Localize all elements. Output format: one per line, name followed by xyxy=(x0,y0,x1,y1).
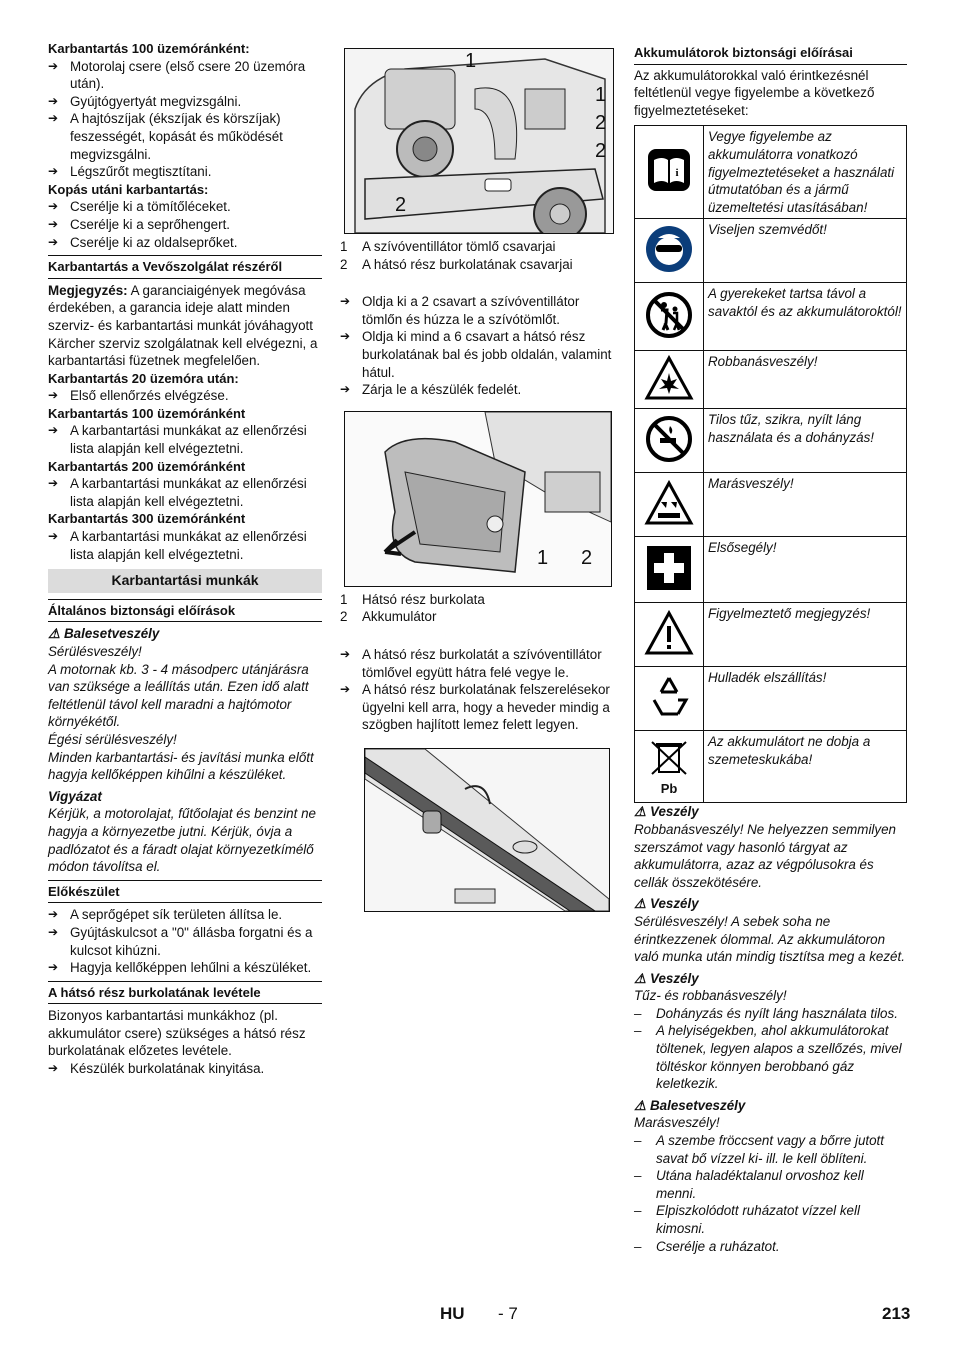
warning-icon: ⚠ xyxy=(634,804,647,820)
dash-item: – Elpiszkolódott ruházatot vízzel kell kimosni. xyxy=(634,1203,860,1236)
no-trash-bin-icon xyxy=(635,731,704,803)
arrow-icon: ➔ xyxy=(48,93,59,108)
symbol-text: Elsősegély! xyxy=(704,537,907,603)
list-item: ➔ Első ellenőrzés elvégzése. xyxy=(48,388,229,404)
safety-symbol-table xyxy=(634,125,907,803)
strap-illustration xyxy=(365,749,609,911)
table-row xyxy=(635,731,907,803)
table-row xyxy=(635,409,907,473)
rear-cover-illustration xyxy=(345,412,611,586)
recycling-icon xyxy=(635,667,704,731)
symbol-text: Tilos tűz, szikra, nyílt láng használata és a dohányzás! xyxy=(704,409,907,473)
table-row xyxy=(635,667,907,731)
list-item: ➔ A hajtószíjak (ékszíjak és körszíjak) feszességét, kopását és működését megvizsgálni. xyxy=(48,111,283,162)
list-item: ➔ Zárja le a készülék fedelét. xyxy=(340,382,522,398)
table-row xyxy=(635,351,907,409)
arrow-icon: ➔ xyxy=(48,476,59,491)
list-item: ➔ Cserélje ki a seprőhengert. xyxy=(48,216,231,232)
heading: Karbantartás 200 üzemóránként xyxy=(48,458,246,474)
danger-text: Sérülésveszély! A sebek soha ne érintkezzenek ólommal. Az akkumulátoron való munka után mindig tisztítsa meg a kezét. xyxy=(634,913,905,965)
arrow-icon: ➔ xyxy=(48,1061,59,1076)
symbol-text: A gyerekeket tartsa távol a savaktól és az akkumulátoroktól! xyxy=(704,283,907,351)
list-item: ➔ Gyújtógyertyát megvizsgálni. xyxy=(48,93,242,109)
list-item: ➔ A hátsó rész burkolatának felszerelésekor ügyelni kell arra, hogy a heveder mindig a szögben hajlított lemez felett legyen. xyxy=(340,682,610,733)
caption-line: 2 A hátsó rész burkolatának csavarjai xyxy=(340,256,573,272)
symbol-text: Marásveszély! xyxy=(704,473,907,537)
dash-item: – Cserélje a ruházatot. xyxy=(634,1238,780,1254)
table-row xyxy=(635,603,907,667)
list-item: ➔ Légszűrőt megtisztítani. xyxy=(48,164,212,180)
warning-icon: ⚠ xyxy=(48,626,61,642)
arrow-icon: ➔ xyxy=(48,111,59,126)
svg-text:i: i xyxy=(675,167,679,180)
table-row xyxy=(635,126,907,219)
list-item: ➔ Motorolaj csere (első csere 20 üzemóra után). xyxy=(48,58,306,92)
callout-label: 1 xyxy=(537,546,549,569)
warning-icon: ⚠ xyxy=(634,896,647,912)
heading: Karbantartás 300 üzemóránként xyxy=(48,511,246,527)
warning-text: Minden karbantartási- és javítási munka előtt hagyja kellőképpen kihűlni a készüléket. xyxy=(48,749,314,783)
callout-label: 2 xyxy=(595,140,607,162)
section-heading: Előkészület xyxy=(48,880,322,904)
arrow-list xyxy=(340,646,614,734)
dash-item: – Dohányzás és nyílt láng használata tilos. xyxy=(634,1005,898,1021)
eye-protection-icon xyxy=(635,219,704,283)
keep-children-away-icon xyxy=(635,283,704,351)
warning-icon: ⚠ xyxy=(634,970,647,986)
warning-icon xyxy=(635,603,704,667)
column-3 xyxy=(634,40,907,1255)
first-aid-icon xyxy=(635,537,704,603)
caption-line: 2 Akkumulátor xyxy=(340,609,437,625)
danger-heading: ⚠ Veszély xyxy=(634,896,699,912)
list-item: ➔ Cserélje ki a tömítőléceket. xyxy=(48,199,231,215)
arrow-list xyxy=(340,293,614,399)
list-item: ➔ Készülék burkolatának kinyitása. xyxy=(48,1061,265,1077)
list-item: ➔ Hagyja kellőképpen lehűlni a készüléket. xyxy=(48,960,312,976)
caution-text: Kérjük, a motorolajat, fűtőolajat és benzint ne hagyja a környezetbe jutni. Kérjük, óvja a padlózatot és a fáradt olajat környezetkímélő módon távolítsa el. xyxy=(48,806,316,875)
note: Megjegyzés: A garanciaigények megóvása érdekében, a garancia ideje alatt minden szerviz- és karbantartási munkát jóváhagyott Kärcher szerviz szolgálatnak kell elvégezni, a karbantartási füzetnek megfelelően. xyxy=(48,282,318,369)
arrow-icon: ➔ xyxy=(340,646,351,661)
danger-text: Tűz- és robbanásveszély! xyxy=(634,988,787,1004)
language-code: HU xyxy=(440,1304,465,1323)
warning-icon: ⚠ xyxy=(634,1097,647,1113)
danger-heading: ⚠ Veszély xyxy=(634,970,699,986)
arrow-icon: ➔ xyxy=(340,382,351,397)
intro-paragraph: Az akkumulátorokkal való érintkezésnél feltétlenül vegye figyelembe a következő figyelmeztetéseket: xyxy=(634,67,875,118)
list-item: ➔ Oldja ki a 2 csavart a szívóventillátor tömlőn és húzza le a szívótömlőt. xyxy=(340,294,580,327)
arrow-icon: ➔ xyxy=(48,199,59,214)
arrow-icon: ➔ xyxy=(340,329,351,344)
table-row xyxy=(635,537,907,603)
warning-heading: ⚠ Balesetveszély xyxy=(48,626,160,642)
caution-heading: Vigyázat xyxy=(48,788,102,804)
arrow-icon: ➔ xyxy=(48,216,59,231)
dash-item: – A szembe fröccsent vagy a bőrre jutott savat bő vízzel ki- ill. le kell öblíteni. xyxy=(634,1133,884,1166)
list-item: ➔ Oldja ki mind a 6 csavart a hátsó rész burkolatának bal és jobb oldalán, valamint hátul. xyxy=(340,329,612,380)
no-fire-icon xyxy=(635,409,704,473)
callout-label: 1 xyxy=(465,50,477,72)
arrow-icon: ➔ xyxy=(340,294,351,309)
warning-text: A motornak kb. 3 - 4 másodperc utánjárásra van szüksége a leállítás után. Ezen idő alatt feltétlenül távol kell maradni a hajtómotor környékétől. xyxy=(48,661,309,730)
heading: Karbantartás 20 üzemóra után: xyxy=(48,370,239,386)
section-heading: A hátsó rész burkolatának levétele xyxy=(48,981,322,1005)
callout-label: 2 xyxy=(581,546,593,569)
paragraph: Bizonyos karbantartási munkákhoz (pl. akkumulátor csere) szükséges a hátsó rész burkolatának előzetes levétele. xyxy=(48,1008,306,1059)
figure-rear-cover xyxy=(344,411,612,587)
arrow-icon: ➔ xyxy=(48,960,59,975)
pb-label: Pb xyxy=(660,781,678,797)
arrow-icon: ➔ xyxy=(48,924,59,939)
table-row xyxy=(635,283,907,351)
symbol-text: Vegye figyelembe az akkumulátorra vonatkozó figyelmeztetéseket a használati útmutatóban és a jármű üzemeltetési utasításában! xyxy=(704,126,907,219)
arrow-icon: ➔ xyxy=(48,529,59,544)
symbol-text: Viseljen szemvédőt! xyxy=(704,219,907,283)
table-row xyxy=(635,219,907,283)
section-heading: Karbantartás a Vevőszolgálat részéről xyxy=(48,255,322,279)
list-item: ➔ A karbantartási munkákat az ellenőrzési lista alapján kell elvégeztetni. xyxy=(48,423,307,457)
figure-rear-engine xyxy=(344,48,614,234)
table-row xyxy=(635,473,907,537)
symbol-text: Robbanásveszély! xyxy=(704,351,907,409)
caption-line: 1 A szívóventillátor tömlő csavarjai xyxy=(340,239,556,254)
figure-caption xyxy=(340,238,614,273)
list-item: ➔ Cserélje ki az oldalseprőket. xyxy=(48,234,238,250)
symbol-text: Figyelmeztető megjegyzés! xyxy=(704,603,907,667)
dash-item: – Utána haladéktalanul orvoshoz kell menni. xyxy=(634,1168,864,1201)
list-item: ➔ A karbantartási munkákat az ellenőrzési lista alapján kell elvégeztetni. xyxy=(48,476,307,509)
page-number: 213 xyxy=(882,1304,911,1323)
local-page-number: - 7 xyxy=(498,1304,518,1323)
explosion-icon xyxy=(635,351,704,409)
heading: Karbantartás 100 üzemóránként xyxy=(48,405,246,421)
arrow-icon: ➔ xyxy=(48,58,59,73)
figure-caption xyxy=(340,591,614,626)
list-item: ➔ A karbantartási munkákat az ellenőrzési lista alapján kell elvégeztetni. xyxy=(48,529,307,562)
warning-text: Sérülésveszély! xyxy=(48,644,142,659)
chapter-band: Karbantartási munkák xyxy=(48,569,322,593)
heading: Kopás utáni karbantartás: xyxy=(48,181,209,197)
callout-label: 1 xyxy=(595,84,607,106)
warning-text: Égési sérülésveszély! xyxy=(48,731,177,747)
rear-engine-illustration xyxy=(345,49,613,233)
arrow-icon: ➔ xyxy=(48,907,59,922)
arrow-icon: ➔ xyxy=(48,423,59,438)
accident-heading: ⚠ Balesetveszély xyxy=(634,1097,746,1113)
list-item: ➔ A hátsó rész burkolatát a szívóventillátor tömlővel együtt hátra felé vegye le. xyxy=(340,646,602,680)
danger-text: Marásveszély! xyxy=(634,1115,720,1131)
arrow-icon: ➔ xyxy=(48,234,59,249)
arrow-icon: ➔ xyxy=(340,682,351,697)
danger-text: Robbanásveszély! Ne helyezzen semmilyen szerszámot vagy hasonló tárgyat az akkumulátorra, azaz az végpólusokra és cellák összekötésére. xyxy=(634,821,896,890)
arrow-icon: ➔ xyxy=(48,164,59,179)
section-heading: Általános biztonsági előírások xyxy=(48,599,322,623)
danger-heading: ⚠ Veszély xyxy=(634,804,699,820)
column-1 xyxy=(48,40,322,1078)
callout-label: 2 xyxy=(395,194,407,216)
heading: Karbantartás 100 üzemóránként: xyxy=(48,41,250,56)
read-manual-icon xyxy=(635,126,704,219)
dash-item: – A helyiségekben, ahol akkumulátorokat töltenek, legyen alapos a szellőzés, mivel töltéskor könnyen berobbanó gáz keletkezik. xyxy=(634,1023,902,1092)
symbol-text: Hulladék elszállítás! xyxy=(704,667,907,731)
arrow-list xyxy=(48,58,322,181)
callout-label: 2 xyxy=(595,112,607,134)
section-heading: Akkumulátorok biztonsági előírásai xyxy=(634,44,907,65)
list-item: ➔ A seprőgépet sík területen állítsa le. xyxy=(48,907,283,923)
symbol-text: Az akkumulátort ne dobja a szemeteskukába! xyxy=(704,731,907,803)
figure-strap xyxy=(364,748,610,912)
arrow-icon: ➔ xyxy=(48,388,59,403)
caption-line: 1 Hátsó rész burkolata xyxy=(340,591,485,607)
list-item: ➔ Gyújtáskulcsot a "0" állásba forgatni és a kulcsot kihúzni. xyxy=(48,924,313,958)
column-2 xyxy=(340,40,614,912)
corrosive-icon xyxy=(635,473,704,537)
